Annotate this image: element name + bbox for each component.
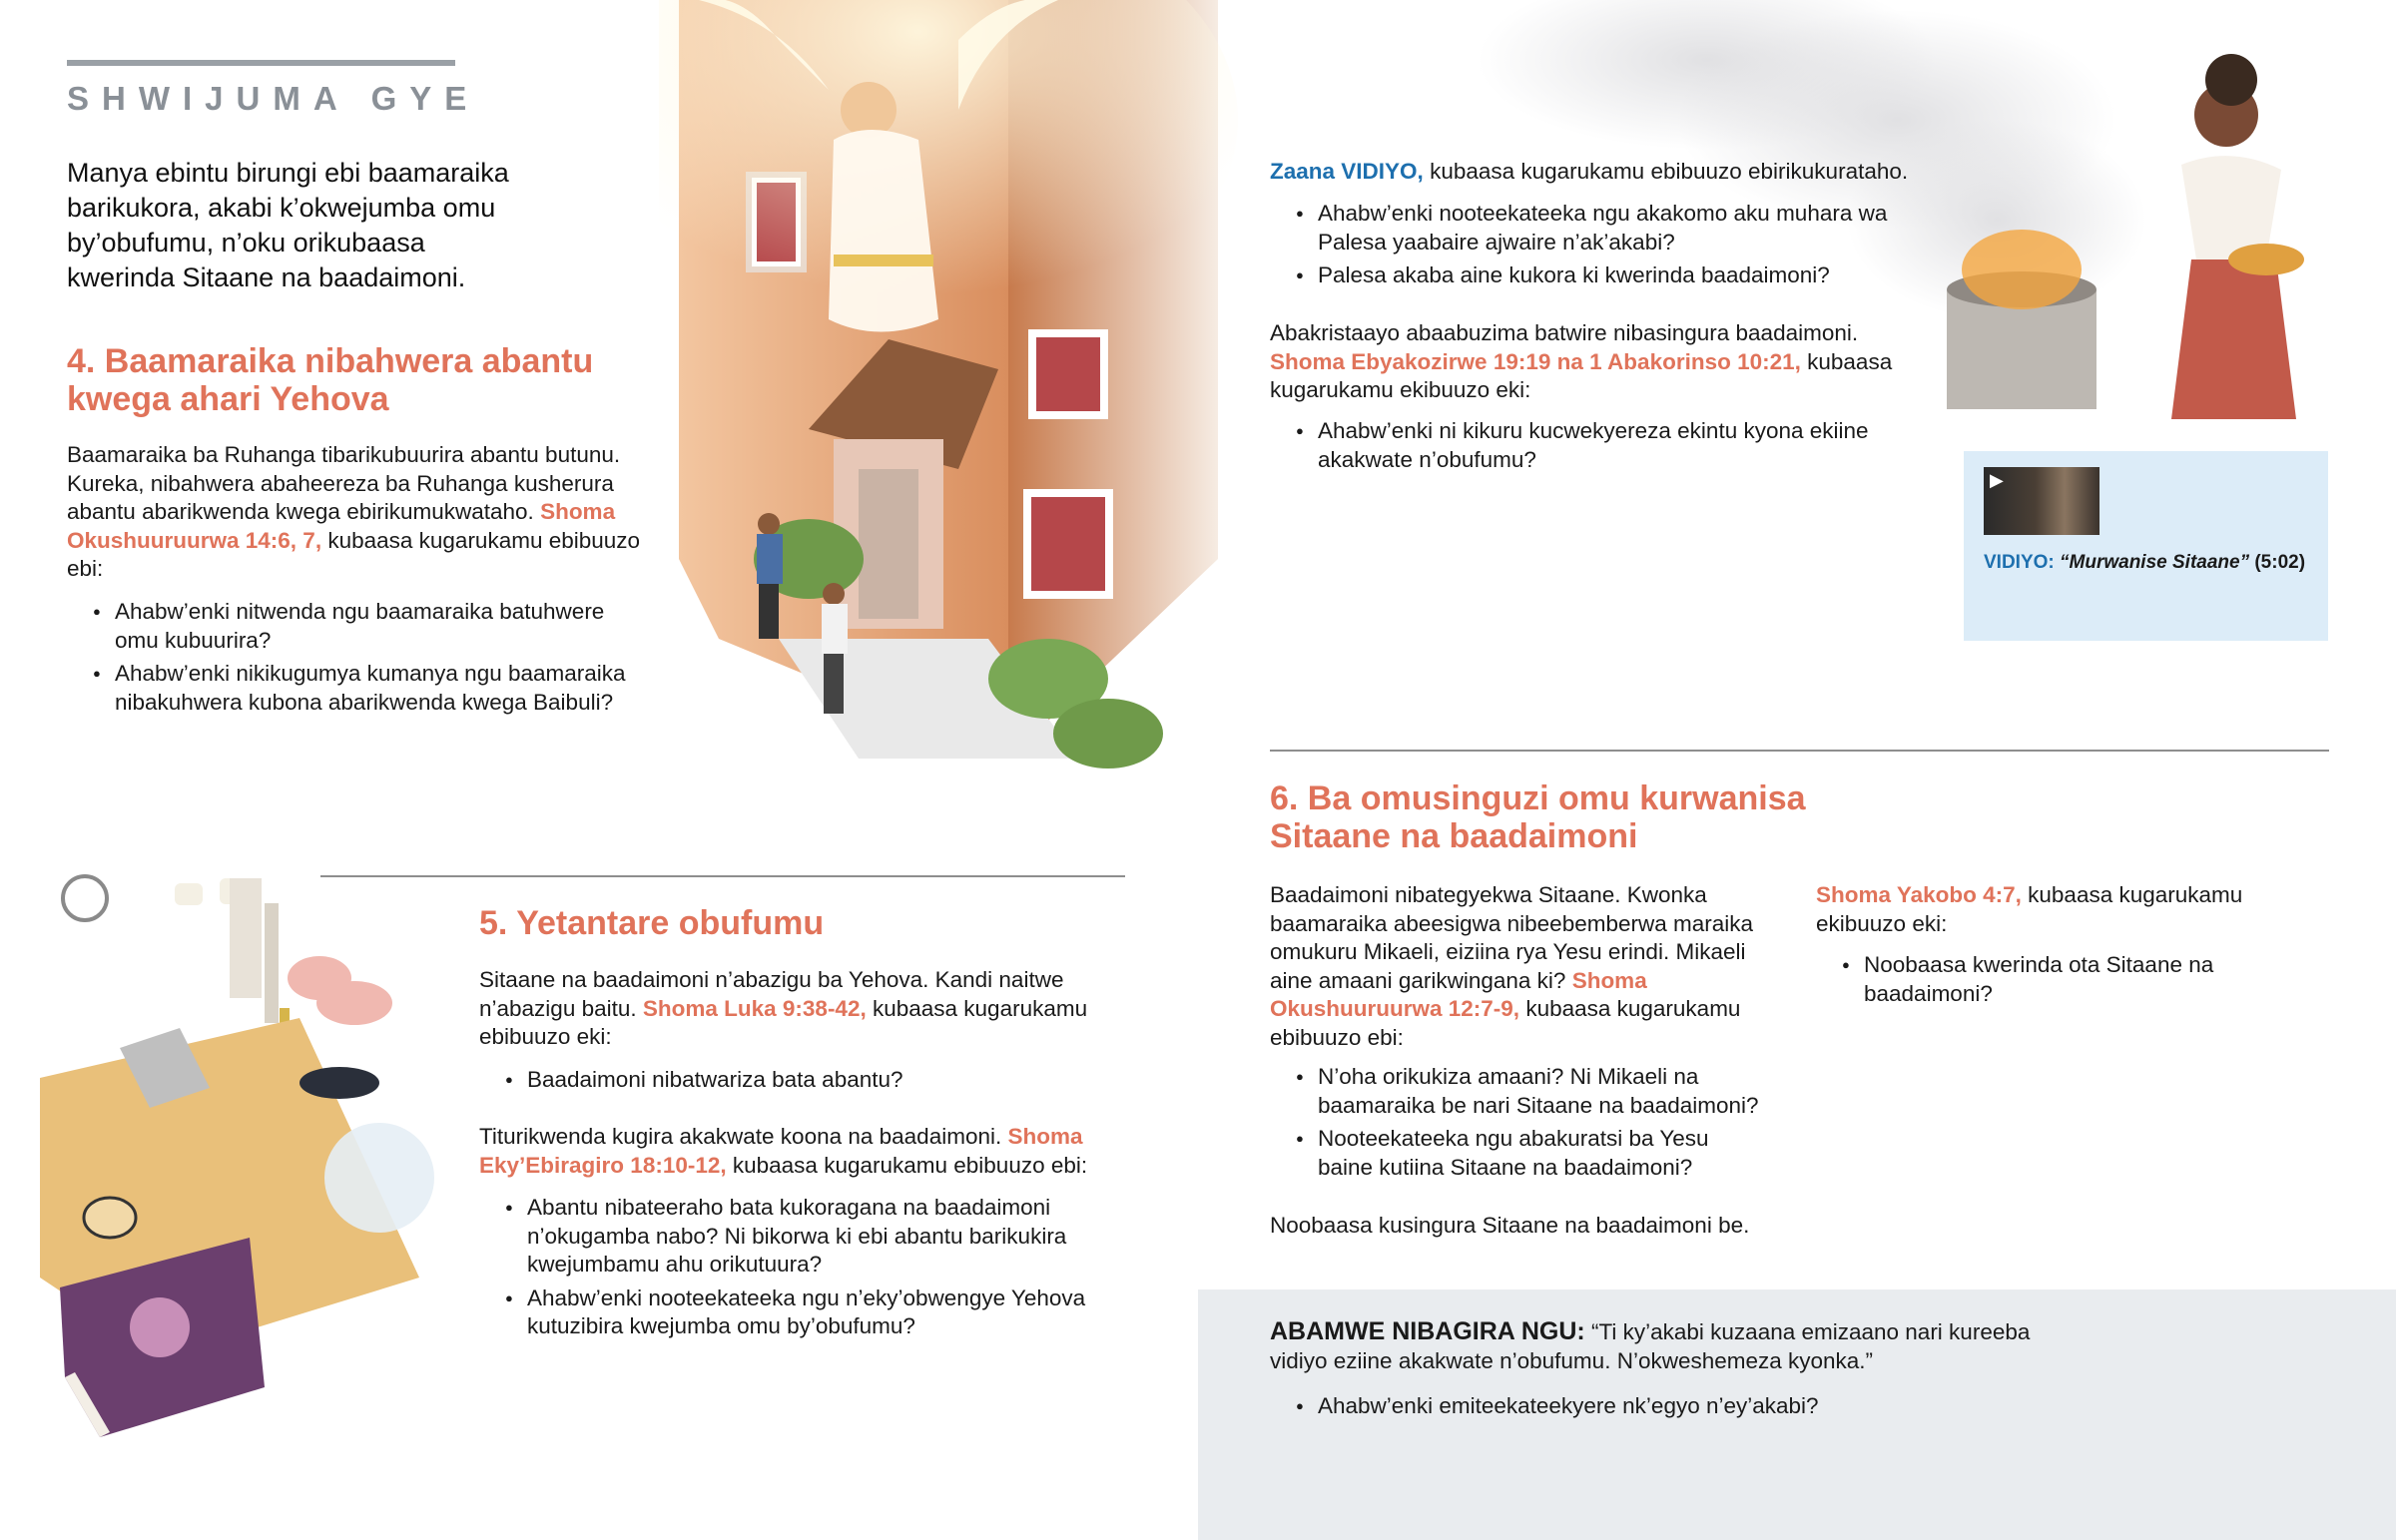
- list-item: ● Baadaimoni nibatwariza bata abantu?: [479, 1066, 1118, 1095]
- rev-scripture-link[interactable]: Shoma Okushuuruurwa 12:7-9,: [1270, 967, 1647, 1021]
- christians-after: kubaasa kugarukamu ekibuuzo eki:: [1270, 348, 1893, 402]
- video-label: VIDIYO:: [1984, 552, 2055, 573]
- list-item: ● Ahabw’enki nitwenda ngu baamaraika batuhwere omu kubuurira?: [67, 598, 636, 655]
- christians-text: Abakristaayo abaabuzima batwire nibasingura baadaimoni.: [1270, 320, 1859, 345]
- watch-video-link[interactable]: Zaana VIDIYO,: [1270, 159, 1424, 184]
- s4-scripture-link[interactable]: Shoma Okushuuruurwa 14:6, 7,: [67, 499, 616, 553]
- christians-paragraph: [1270, 319, 1909, 405]
- list-item: ● Ahabw’enki nikikugumya kumanya ngu baamaraika nibakuhwera kubona abarikwenda kwega Baibuli?: [67, 660, 636, 717]
- s6-questions: [1270, 1063, 1769, 1187]
- video-instruction: [1270, 158, 1989, 187]
- james-after: kubaasa kugarukamu ekibuuzo eki:: [1816, 882, 2243, 936]
- intro-text: Manya ebintu birungi ebi baamaraika barikukora, akabi k’okwejumba omu by’obufumu, n’oku orikubaasa kwerinda Sitaane na baadaimoni.: [67, 158, 509, 292]
- list-item: ● N’oha orikukiza amaani? Ni Mikaeli na baamaraika be nari Sitaane na baadaimoni?: [1270, 1063, 1769, 1120]
- s6-divider: [1270, 750, 2329, 752]
- s4-questions: [67, 598, 636, 722]
- video-title[interactable]: “Murwanise Sitaane”: [2060, 552, 2250, 573]
- s5-text-2: Titurikwenda kugira akakwate koona na baadaimoni.: [479, 1124, 1008, 1149]
- s5-questions-1: [479, 1066, 1118, 1100]
- s6-closing: Noobaasa kusingura Sitaane na baadaimoni be.: [1270, 1213, 1750, 1238]
- s5-scripture-link-1[interactable]: Shoma Luka 9:38-42,: [642, 995, 867, 1021]
- s5-after-2: kubaasa kugarukamu ebibuuzo ebi:: [726, 1152, 1088, 1178]
- list-item: ● Noobaasa kwerinda ota Sitaane na baadaimoni?: [1816, 951, 2315, 1008]
- s6-paragraph: [1270, 881, 1769, 1052]
- james-scripture-link[interactable]: Shoma Yakobo 4:7,: [1816, 882, 2022, 907]
- list-item: ● Ahabw’enki nooteekateeka ngu akakomo aku muhara wa Palesa yaabaire ajwaire n’ak’akabi?: [1270, 200, 1909, 257]
- video-questions: [1270, 200, 1909, 295]
- section-label-bar: [67, 60, 455, 66]
- video-duration: (5:02): [2254, 552, 2306, 573]
- s5-divider: [320, 875, 1125, 877]
- list-item: ● Ahabw’enki ni kikuru kucwekyereza ekintu kyona ekiine akakwate n’obufumu?: [1270, 417, 1909, 474]
- occult-items-illustration: [40, 858, 464, 1437]
- list-item: ● Palesa akaba aine kukora ki kwerinda baadaimoni?: [1270, 261, 1909, 290]
- list-item: ● Nooteekateeka ngu abakuratsi ba Yesu baine kutiina Sitaane na baadaimoni?: [1270, 1125, 1769, 1182]
- some-say-text: [1270, 1317, 2089, 1375]
- s5-after-1: kubaasa kugarukamu ebibuuzo eki:: [479, 995, 1088, 1049]
- video-card[interactable]: [1964, 451, 2328, 641]
- list-item: ● Abantu nibateeraho bata kukoragana na baadaimoni n’okugamba nabo? Ni bikorwa ki ebi abantu barikukira kwejumbamu ahu orikutuura?: [479, 1194, 1118, 1280]
- some-say-quote: “Ti ky’akabi kuzaana emizaano nari kureeba vidiyo eziine akakwate n’obufumu. N’okweshemeza kyonka.”: [1270, 1319, 2031, 1373]
- play-icon[interactable]: ▶: [1990, 470, 2004, 490]
- s5-scripture-link-2[interactable]: Shoma Eky’Ebiragiro 18:10-12,: [479, 1124, 1083, 1178]
- christians-questions: [1270, 417, 1909, 479]
- s6-heading: 6. Ba omusinguzi omu kurwanisa Sitaane na baadaimoni: [1270, 779, 1806, 855]
- angel-house-illustration: [659, 0, 1298, 788]
- video-caption: [1984, 551, 2313, 575]
- acts-scripture-link[interactable]: Shoma Ebyakozirwe 19:19 na 1 Abakorinso 10:21,: [1270, 348, 1801, 374]
- james-paragraph: [1816, 881, 2335, 938]
- s4-heading: 4. Baamaraika nibahwera abantu kwega ahari Yehova: [67, 342, 594, 418]
- s6-text: Baadaimoni nibategyekwa Sitaane. Kwonka baamaraika abeesigwa nibeebemberwa maraika omukuru Mikaeli, eiziina rya Yesu erindi. Mikaeli aine amaani garikwingana ki?: [1270, 882, 1754, 993]
- list-item: ● Ahabw’enki emiteekateekyere nk’egyo n’ey’akabi?: [1270, 1392, 2089, 1421]
- video-after: kubaasa kugarukamu ebibuuzo ebirikukurataho.: [1423, 159, 1909, 184]
- s4-paragraph: [67, 441, 641, 584]
- some-say-label: ABAMWE NIBAGIRA NGU:: [1270, 1317, 1585, 1345]
- s4-text: Baamaraika ba Ruhanga tibarikubuurira abantu butunu. Kureka, nibahwera abaheereza ba Ruhanga kusherura abantu abarikwenda kwega ebirikumukwataho.: [67, 442, 621, 524]
- s6-after: kubaasa kugarukamu ebibuuzo ebi:: [1270, 996, 1741, 1050]
- s5-questions-2: [479, 1194, 1118, 1346]
- s5-paragraph-1: [479, 966, 1118, 1052]
- s5-paragraph-2: [479, 1123, 1118, 1180]
- video-thumbnail[interactable]: [1984, 467, 2099, 535]
- some-say-questions: [1270, 1392, 2089, 1426]
- s5-heading: 5. Yetantare obufumu: [479, 904, 825, 942]
- s4-after: kubaasa kugarukamu ebibuuzo ebi:: [67, 527, 641, 581]
- section-label: SHWIJUMA GYE: [67, 80, 480, 117]
- james-questions: [1816, 951, 2315, 1013]
- s5-text-1: Sitaane na baadaimoni n’abazigu ba Yehova. Kandi naitwe n’abazigu baitu.: [479, 967, 1064, 1021]
- some-say-box: [1198, 1289, 2396, 1540]
- list-item: ● Ahabw’enki nooteekateeka ngu n’eky’obwengye Yehova kutuzibira kwejumba omu by’obufumu?: [479, 1284, 1118, 1341]
